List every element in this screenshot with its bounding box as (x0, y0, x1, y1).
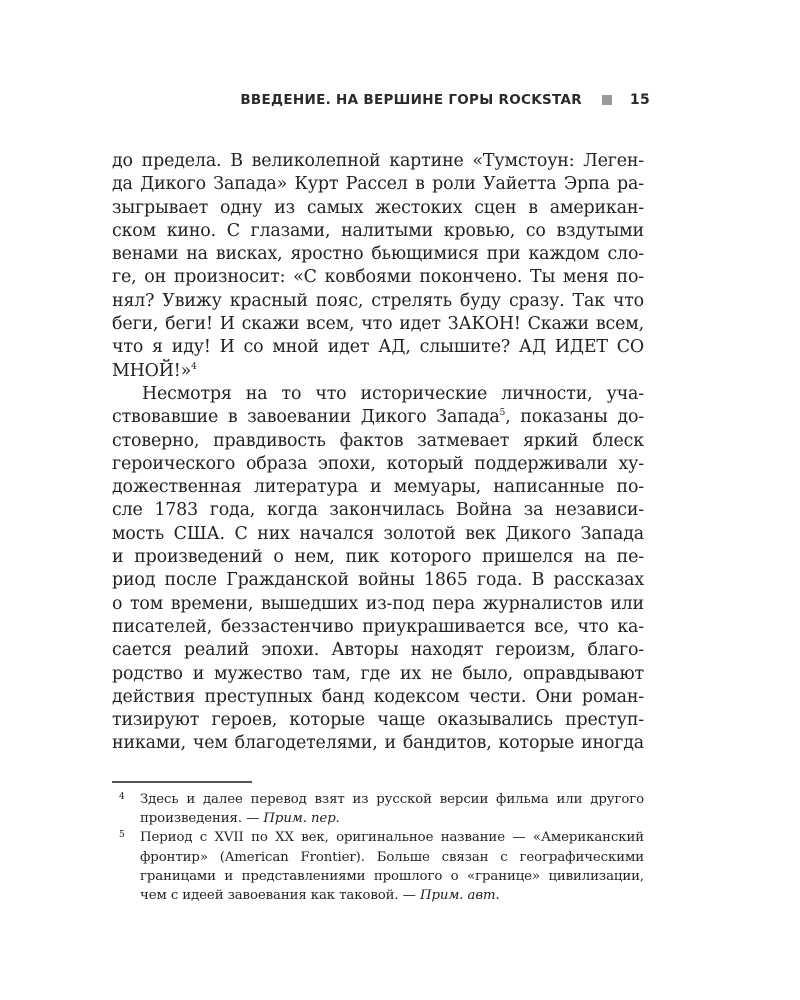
text-line (112, 360, 644, 383)
footnote-ref-5[interactable]: 5 (499, 408, 506, 419)
text-line: что я иду! И со мной идет АД, слышите? АД ИДЕТ СО (112, 337, 644, 358)
footnote-line: границами и представлениями прошлого о «границе» цивилизации, (140, 868, 644, 884)
text-line: никами, чем благодетелями, и бандитов, которые иногда (112, 733, 644, 754)
footnote-attribution: Прим. авт. (419, 888, 500, 904)
text-line: сле 1783 года, когда закончилась Война за независи- (112, 500, 644, 521)
text-fragment: МНОЙ!» (112, 360, 192, 381)
text-line: о том времени, вышедших из-под пера журналистов или (112, 593, 644, 614)
footnote-line: фронтир» (American Frontier). Больше связан с географическими (140, 849, 644, 865)
footnote-line: Здесь и далее перевод взят из русской версии фильма или другого (140, 792, 644, 807)
text-fragment: ствовавшие в завоевании Дикого Запада (112, 407, 500, 428)
text-line: беги, беги! И скажи всем, что идет ЗАКОН! Скажи всем, (112, 314, 644, 335)
text-line: зыгрывает одну из самых жестоких сцен в американ- (112, 197, 644, 218)
text-line: дожественная литература и мемуары, написанные по- (112, 477, 644, 498)
main-text (112, 150, 644, 756)
text-line: риод после Гражданской войны 1865 года. В рассказах (112, 570, 644, 591)
text-line: родство и мужество там, где их не было, оправдывают (112, 663, 644, 684)
text-line: ском кино. С глазами, налитыми кровью, со вздутыми (112, 220, 644, 241)
text-line: нял? Увижу красный пояс, стрелять буду сразу. Так что (112, 290, 644, 311)
footnote-number: 4 (119, 792, 125, 802)
text-line: стоверно, правдивость фактов затмевает яркий блеск (112, 430, 644, 451)
text-line: сается реалий эпохи. Авторы находят героизм, благо- (112, 640, 644, 661)
text-line: действия преступных банд кодексом чести. Они роман- (112, 686, 644, 707)
text-fragment: произведения. — (140, 811, 264, 827)
footnote-ref-4[interactable]: 4 (191, 361, 197, 372)
footnote-line: Период с XVII по XX век, оригинальное название — «Американский (140, 830, 644, 846)
text-fragment: , показаны до- (505, 407, 645, 428)
text-fragment: чем с идеей завоевания как таковой. — (140, 888, 420, 904)
separator-square-icon (602, 95, 612, 105)
text-line: ге, он произносит: «С ковбоями покончено. Ты меня по- (112, 267, 644, 288)
text-line: до предела. В великолепной картине «Тумстоун: Леген- (112, 151, 644, 171)
footnote-number: 5 (119, 830, 125, 841)
text-line: и произведений о нем, пик которого пришелся на пе- (112, 547, 644, 568)
footnote-5 (112, 828, 644, 905)
text-line: писателей, беззастенчиво приукрашивается все, что ка- (112, 616, 644, 637)
running-title: ВВЕДЕНИЕ. НА ВЕРШИНЕ ГОРЫ ROCKSTAR (240, 92, 582, 108)
text-line: венами на висках, яростно бьющимися при каждом сло- (112, 244, 644, 265)
text-line (112, 406, 644, 429)
text-line: да Дикого Запада» Курт Рассел в роли Уайетта Эрпа ра- (112, 174, 644, 195)
footnote-attribution: Прим. пер. (263, 811, 340, 827)
footnote-divider (112, 781, 252, 783)
footnotes (112, 790, 644, 905)
page-number: 15 (629, 92, 650, 108)
footnote-4 (112, 790, 644, 828)
text-line: Несмотря на то что исторические личности, уча- (142, 383, 644, 404)
footnote-line (140, 809, 644, 828)
text-line: героического образа эпохи, который поддерживали ху- (112, 453, 644, 474)
footnote-line (140, 886, 644, 905)
text-line: тизируют героев, которые чаще оказывались преступ- (112, 710, 644, 731)
text-line: мость США. С них начался золотой век Дикого Запада (112, 523, 644, 544)
running-header (240, 92, 650, 108)
